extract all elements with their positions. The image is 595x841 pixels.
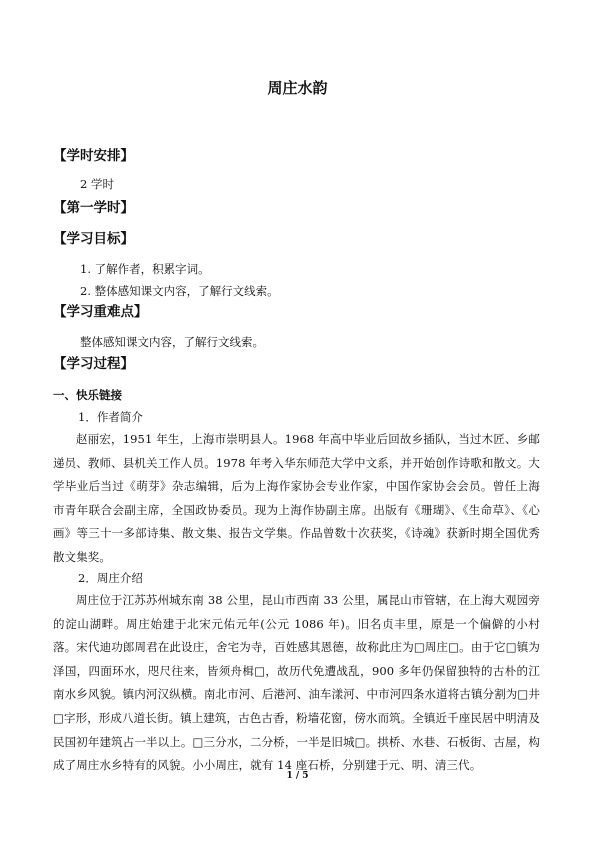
zhouzhuang-intro-heading: 2．周庄介绍 [78,571,143,585]
process-heading: 【学习过程】 [53,356,134,372]
zhouzhuang-intro-paragraph: 周庄位于江苏苏州城东南 38 公里，昆山市西南 33 公里，属昆山市管辖，在上海大观园旁的淀山湖畔。周庄始建于北宋元佑元年(公元 1086 年)。旧名贞丰里，原是一个偏僻的小村落。宋代迪功郎周君在此设庄，舍宅为寺，百姓感其恩德，故称此庄为□周庄□。由于它□镇为泽国，四面环水，咫尺往来，皆须舟楫□，故历代免遭战乱，900 多年仍保留独特的古朴的江南水乡风貌。镇内河汉纵横。南北市河、后港河、油车漾河、中市河四条水道将古镇分割为□井□字形，形成八道长街。镇上建筑，古色古香，粉墙花窗，傍水而筑。全镇近千座民居中明清及民国初年建筑占一半以上。□三分水，二分桥，一半是旧城□。拱桥、水巷、石板街、古屋，构成了周庄水乡特有的风貌。小小周庄，就有 14 座石桥，分别建于元、明、清三代。 [53,593,540,773]
author-intro-paragraph: 赵丽宏，1951 年生，上海市崇明县人。1968 年高中毕业后回故乡插队，当过木匠、乡邮递员、教师、县机关工作人员。1978 年考入华东师范大学中文系，并开始创作诗歌和散文。大学毕业后当过《萌芽》杂志编辑，后为上海作家协会专业作家，中国作家协会会员。曾任上海市青年联合会副主席，全国政协委员。现为上海作协副主席。出版有《珊瑚》、《生命草》、《心画》等三十一多部诗集、散文集、报告文学集。作品曾数十次获奖，《诗魂》获新时期全国优秀散文集奖。 [53,432,540,564]
part-one-heading: 一、快乐链接 [53,388,122,402]
schedule-value: 2 学时 [80,177,114,191]
page-title: 周庄水韵 [267,79,328,97]
key-points-value: 整体感知课文内容，了解行文线索。 [80,335,264,349]
author-intro-heading: 1．作者简介 [78,410,143,424]
page-number: 1 / 5 [286,771,309,781]
key-points-heading: 【学习重难点】 [53,304,148,320]
first-period-heading: 【第一学时】 [53,200,134,216]
goal-item-2: 2. 整体感知课文内容，了解行文线索。 [80,284,279,298]
goal-item-1: 1. 了解作者，积累字词。 [80,262,210,276]
schedule-heading: 【学时安排】 [53,148,134,164]
goals-heading: 【学习目标】 [53,231,134,247]
